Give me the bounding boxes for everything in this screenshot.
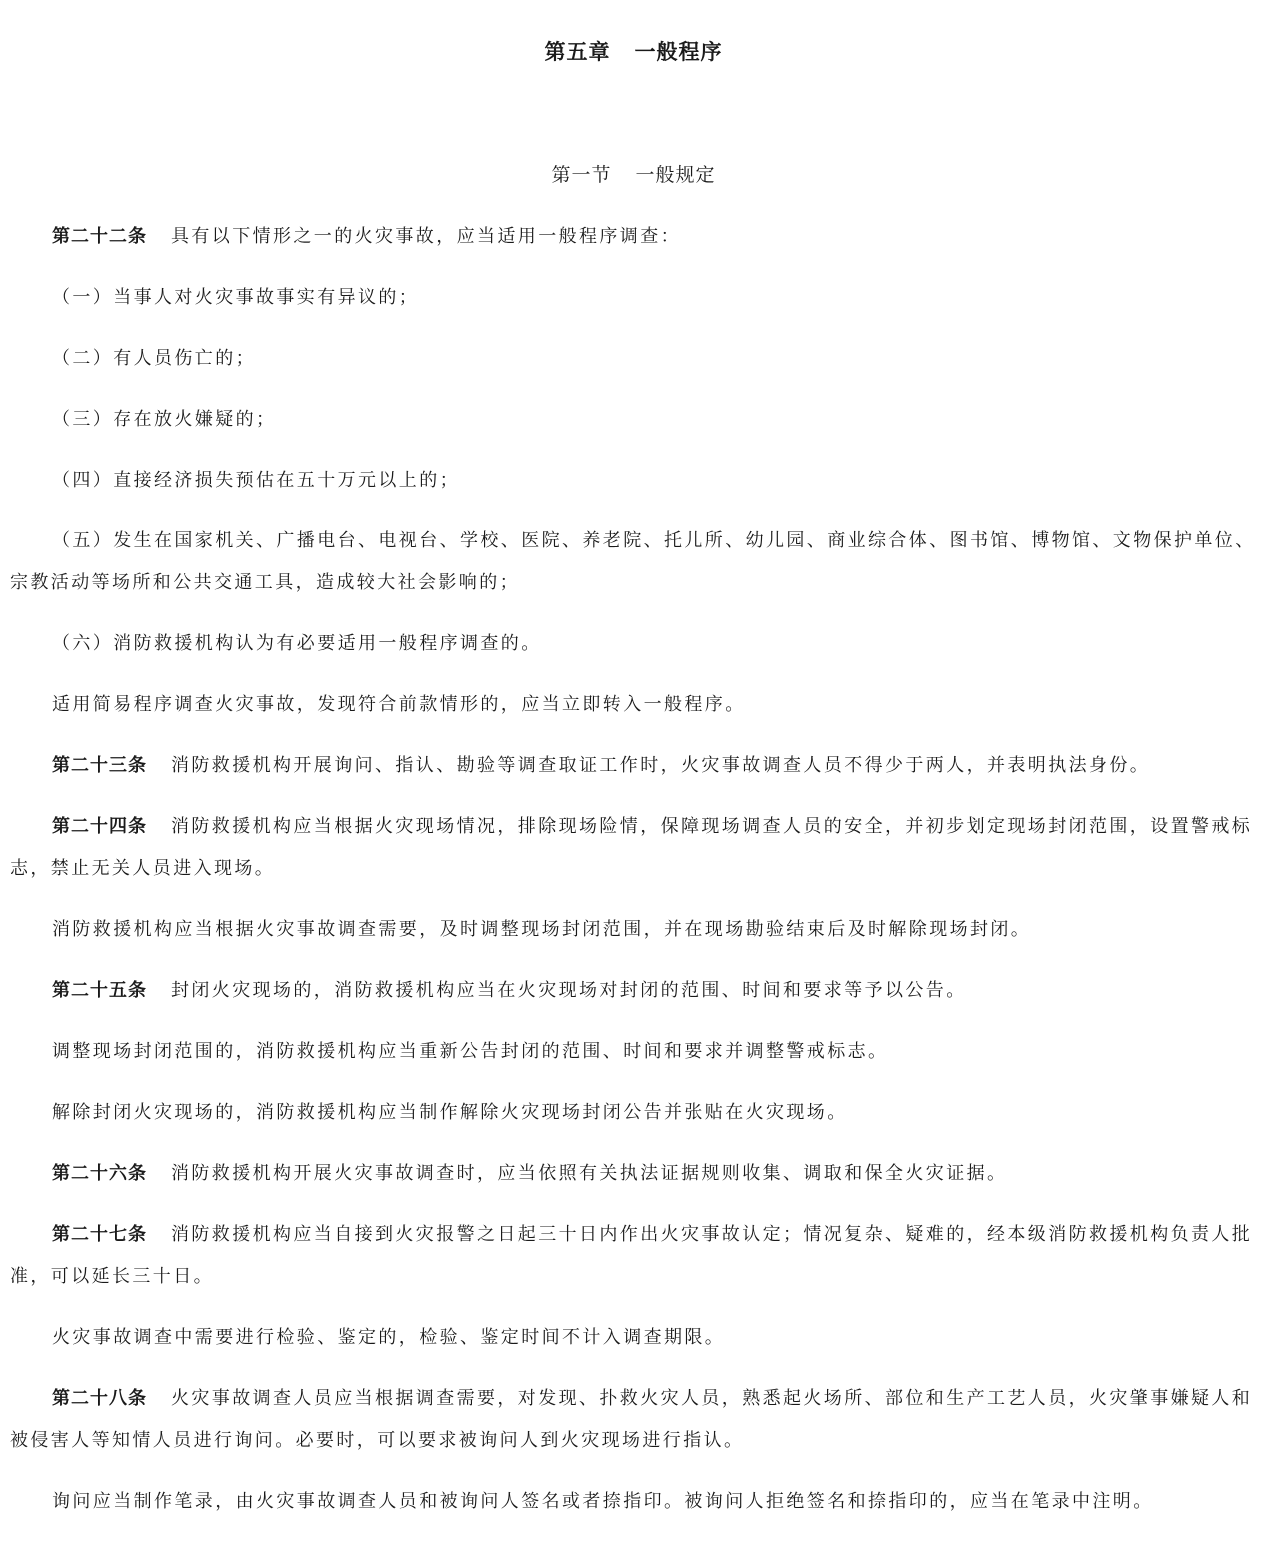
paragraph — [10, 399, 1257, 441]
paragraph-text: 询问应当制作笔录，由火灾事故调查人员和被询问人签名或者捺指印。被询问人拒绝签名和捺指印的，应当在笔录中注明。 — [52, 1491, 1154, 1512]
paragraph — [10, 1214, 1257, 1298]
paragraph — [10, 970, 1257, 1012]
article-number: 第二十三条 — [52, 755, 147, 776]
paragraph — [10, 520, 1257, 604]
article-number: 第二十四条 — [52, 816, 147, 837]
paragraph — [10, 745, 1257, 787]
section-number: 第一节 — [551, 164, 612, 186]
paragraph — [10, 1378, 1257, 1462]
paragraph-text: （六）消防救援机构认为有必要适用一般程序调查的。 — [52, 633, 542, 654]
paragraph-text: 调整现场封闭范围的，消防救援机构应当重新公告封闭的范围、时间和要求并调整警戒标志。 — [52, 1041, 889, 1062]
paragraph — [10, 1092, 1257, 1134]
paragraph-text: 消防救援机构应当根据火灾现场情况，排除现场险情，保障现场调查人员的安全，并初步划定现场封闭范围，设置警戒标志，禁止无关人员进入现场。 — [10, 816, 1253, 879]
paragraph-text: 解除封闭火灾现场的，消防救援机构应当制作解除火灾现场封闭公告并张贴在火灾现场。 — [52, 1102, 848, 1123]
paragraph — [10, 1031, 1257, 1073]
chapter-name: 一般程序 — [634, 40, 723, 64]
paragraph — [10, 338, 1257, 380]
paragraph-text: 火灾事故调查中需要进行检验、鉴定的，检验、鉴定时间不计入调查期限。 — [52, 1327, 726, 1348]
article-number: 第二十五条 — [52, 980, 147, 1001]
paragraph-text: （四）直接经济损失预估在五十万元以上的； — [52, 470, 460, 491]
paragraph — [10, 1481, 1257, 1523]
paragraph-text: 消防救援机构应当根据火灾事故调查需要，及时调整现场封闭范围，并在现场勘验结束后及时解除现场封闭。 — [52, 919, 1032, 940]
paragraph — [10, 909, 1257, 951]
paragraph — [10, 684, 1257, 726]
paragraph-text: （五）发生在国家机关、广播电台、电视台、学校、医院、养老院、托儿所、幼儿园、商业综合体、图书馆、博物馆、文物保护单位、宗教活动等场所和公共交通工具，造成较大社会影响的； — [10, 530, 1256, 593]
paragraph — [10, 806, 1257, 890]
article-number: 第二十六条 — [52, 1163, 147, 1184]
article-number: 第二十二条 — [52, 226, 147, 247]
paragraph — [10, 1317, 1257, 1359]
article-number: 第二十八条 — [52, 1388, 147, 1409]
paragraph — [10, 277, 1257, 319]
paragraph-text: 适用简易程序调查火灾事故，发现符合前款情形的，应当立即转入一般程序。 — [52, 694, 746, 715]
chapter-number: 第五章 — [544, 40, 611, 64]
paragraph — [10, 623, 1257, 665]
paragraph-text: （一）当事人对火灾事故事实有异议的； — [52, 287, 420, 308]
paragraph-text: 具有以下情形之一的火灾事故，应当适用一般程序调查： — [171, 226, 681, 247]
paragraph-text: 火灾事故调查人员应当根据调查需要，对发现、扑救火灾人员，熟悉起火场所、部位和生产工艺人员，火灾肇事嫌疑人和被侵害人等知情人员进行询问。必要时，可以要求被询问人到火灾现场进行指认。 — [10, 1388, 1253, 1451]
paragraph — [10, 216, 1257, 258]
section-name: 一般规定 — [635, 164, 716, 186]
chapter-title — [0, 36, 1267, 66]
paragraph-text: 封闭火灾现场的，消防救援机构应当在火灾现场对封闭的范围、时间和要求等予以公告。 — [171, 980, 967, 1001]
paragraph — [10, 460, 1257, 502]
paragraph-text: （三）存在放火嫌疑的； — [52, 409, 277, 430]
paragraph-text: （二）有人员伤亡的； — [52, 348, 256, 369]
paragraph — [10, 1153, 1257, 1195]
paragraph-text: 消防救援机构开展火灾事故调查时，应当依照有关执法证据规则收集、调取和保全火灾证据。 — [171, 1163, 1008, 1184]
paragraph-text: 消防救援机构开展询问、指认、勘验等调查取证工作时，火灾事故调查人员不得少于两人，并表明执法身份。 — [171, 755, 1151, 776]
section-title — [0, 160, 1267, 187]
paragraph-text: 消防救援机构应当自接到火灾报警之日起三十日内作出火灾事故认定；情况复杂、疑难的，经本级消防救援机构负责人批准，可以延长三十日。 — [10, 1224, 1253, 1287]
article-number: 第二十七条 — [52, 1224, 147, 1245]
